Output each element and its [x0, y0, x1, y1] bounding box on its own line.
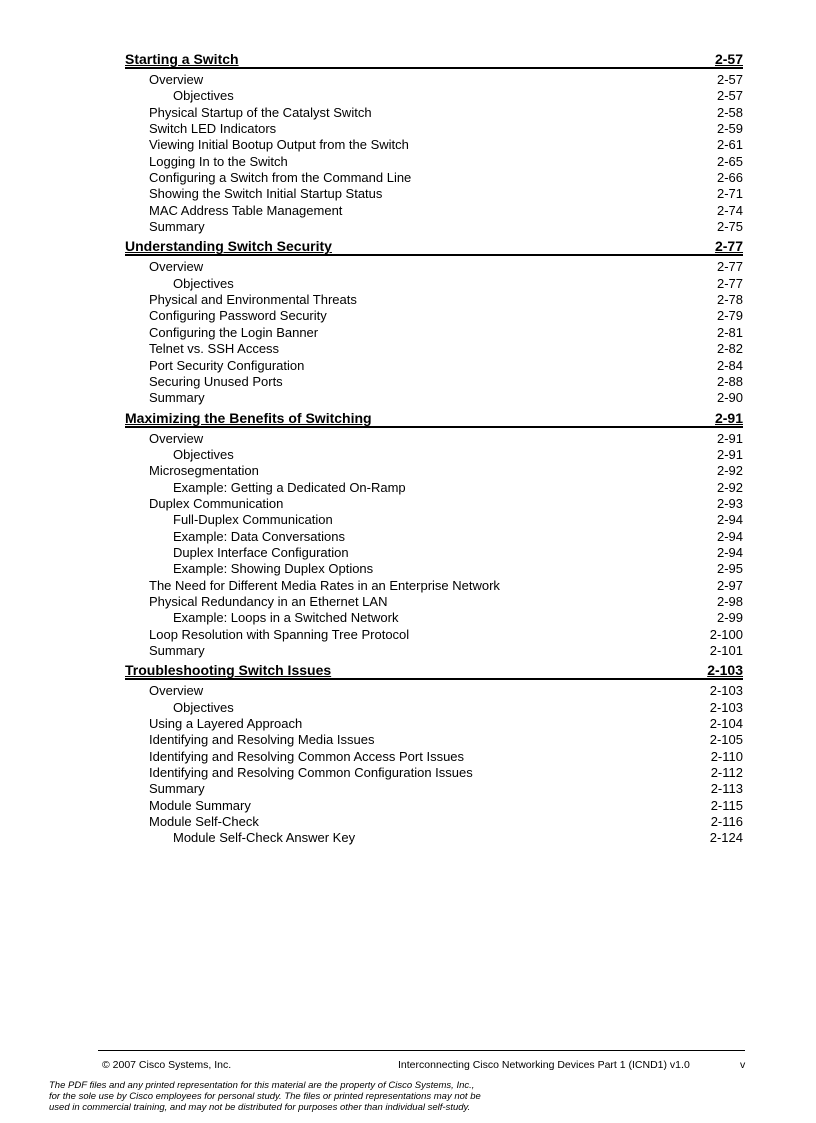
toc-entry[interactable] [125, 545, 743, 561]
toc-entry[interactable] [125, 798, 743, 814]
toc-section-heading[interactable] [125, 663, 743, 680]
toc-entry-page: 2-104 [709, 716, 743, 732]
toc-entry[interactable] [125, 154, 743, 170]
toc-entry-page: 2-94 [716, 512, 743, 528]
toc-entry-title: Summary [149, 781, 205, 797]
toc-entry-title: Configuring Password Security [149, 308, 327, 324]
toc-entry-page: 2-91 [716, 430, 743, 446]
toc-entry-page: 2-78 [716, 292, 743, 308]
toc-entry-page: 2-57 [716, 72, 743, 87]
toc-entry[interactable] [125, 700, 743, 716]
toc-entry-page: 2-94 [716, 528, 743, 544]
footer-course-title: Interconnecting Cisco Networking Devices Part 1 (ICND1) v1.0 [398, 1059, 690, 1071]
toc-entry-title: Summary [149, 219, 205, 235]
toc-entry-page: 2-74 [716, 202, 743, 218]
toc-entry-page: 2-105 [709, 732, 743, 748]
toc-section [125, 663, 743, 846]
toc-entry-title: Duplex Communication [149, 495, 284, 511]
footer-divider [98, 1050, 745, 1051]
toc-entry-title: Summary [149, 390, 205, 406]
toc-entry[interactable] [125, 578, 743, 594]
toc-entry-title: Microsegmentation [149, 463, 259, 479]
toc-entry[interactable] [125, 512, 743, 528]
toc-entry-title: Configuring a Switch from the Command Line [149, 170, 412, 186]
table-of-contents [125, 52, 743, 851]
toc-entry-page: 2-113 [710, 781, 743, 797]
toc-entry-page: 2-101 [709, 643, 743, 658]
toc-entry-title: Physical and Environmental Threats [149, 292, 357, 308]
toc-entry[interactable] [125, 390, 743, 406]
toc-entry[interactable] [125, 170, 743, 186]
toc-entry[interactable] [125, 594, 743, 610]
toc-entry-page: 2-90 [716, 390, 743, 406]
toc-entry[interactable] [125, 561, 743, 577]
toc-section [125, 411, 743, 660]
toc-entry[interactable] [125, 610, 743, 626]
toc-entry-page: 2-95 [716, 561, 743, 577]
toc-entry-page: 2-103 [709, 683, 743, 699]
toc-entry-page: 2-57 [716, 88, 743, 104]
toc-entry-page: 2-91 [716, 446, 743, 462]
toc-entry-title: Logging In to the Switch [149, 153, 288, 169]
toc-entry-title: Objectives [173, 88, 234, 104]
toc-entry-title: Switch LED Indicators [149, 121, 277, 137]
toc-entry-title: Showing the Switch Initial Startup Status [149, 186, 383, 202]
toc-entry-page: 2-61 [716, 137, 743, 153]
toc-entry-title: Example: Data Conversations [173, 528, 345, 544]
toc-entry[interactable] [125, 259, 743, 275]
toc-entry-title: Objectives [173, 699, 234, 715]
section-title: Maximizing the Benefits of Switching [125, 409, 372, 426]
toc-entry[interactable] [125, 431, 743, 447]
toc-entry-page: 2-71 [716, 186, 743, 202]
toc-entry[interactable] [125, 732, 743, 748]
toc-entry-page: 2-97 [716, 577, 743, 593]
section-title: Understanding Switch Security [125, 238, 332, 255]
section-title: Troubleshooting Switch Issues [125, 662, 332, 679]
toc-entry-title: Identifying and Resolving Common Access Port Issues [149, 748, 465, 764]
toc-section-heading[interactable] [125, 52, 743, 69]
toc-entry-page: 2-58 [716, 104, 743, 120]
toc-entry-page: 2-98 [716, 593, 743, 609]
disclaimer [49, 1080, 589, 1113]
toc-entry-title: Module Self-Check Answer Key [173, 830, 356, 846]
footer-page-number: v [740, 1059, 746, 1071]
toc-entry-page: 2-79 [716, 308, 743, 324]
section-page: 2-103 [707, 662, 743, 679]
toc-entry-title: Module Summary [149, 797, 251, 813]
disclaimer-line: The PDF files and any printed representation for this material are the property of Cisco Systems, Inc., [49, 1080, 475, 1091]
toc-entry-title: Example: Getting a Dedicated On-Ramp [173, 479, 406, 495]
toc-entry[interactable] [125, 749, 743, 765]
toc-entry-page: 2-103 [709, 699, 743, 715]
toc-entry[interactable] [125, 121, 743, 137]
toc-entry-title: Physical Redundancy in an Ethernet LAN [149, 593, 388, 609]
toc-entry-title: The Need for Different Media Rates in an Enterprise Network [149, 577, 500, 593]
toc-entry-title: Viewing Initial Bootup Output from the Switch [149, 137, 409, 153]
toc-entry-page: 2-77 [716, 275, 743, 291]
toc-entry-page: 2-75 [716, 219, 743, 235]
toc-entry-title: Duplex Interface Configuration [173, 544, 349, 560]
toc-entry-page: 2-66 [716, 170, 743, 186]
section-page: 2-77 [714, 238, 743, 255]
toc-entry-title: Overview [149, 430, 204, 446]
toc-entry-page: 2-92 [716, 479, 743, 495]
toc-entry-page: 2-59 [716, 121, 743, 137]
disclaimer-line: used in commercial training, and may not be distributed for purposes other than individual self-study. [49, 1102, 471, 1113]
toc-entry[interactable] [125, 72, 743, 88]
toc-entry-page: 2-112 [710, 765, 743, 781]
toc-entry[interactable] [125, 374, 743, 390]
toc-entry-title: Module Self-Check [149, 814, 259, 830]
disclaimer-line: for the sole use by Cisco employees for personal study. The files or printed representations may not be [49, 1091, 481, 1102]
toc-entry-title: Example: Loops in a Switched Network [173, 610, 399, 626]
toc-entry[interactable] [125, 716, 743, 732]
toc-entry-page: 2-92 [716, 463, 743, 479]
toc-entry[interactable] [125, 292, 743, 308]
section-title: Starting a Switch [125, 51, 239, 67]
toc-entry[interactable] [125, 219, 743, 235]
toc-entry[interactable] [125, 765, 743, 781]
toc-entry[interactable] [125, 529, 743, 545]
toc-entry-title: Overview [149, 683, 204, 699]
toc-entry[interactable] [125, 627, 743, 643]
toc-entry-title: Overview [149, 259, 204, 275]
toc-entry-page: 2-77 [716, 259, 743, 275]
section-page: 2-91 [714, 409, 743, 426]
toc-entry[interactable] [125, 88, 743, 104]
toc-entry[interactable] [125, 276, 743, 292]
toc-entry-title: Loop Resolution with Spanning Tree Protocol [149, 626, 410, 642]
toc-entry-page: 2-82 [716, 341, 743, 357]
toc-entry[interactable] [125, 480, 743, 496]
toc-entry-page: 2-88 [716, 373, 743, 389]
toc-entry[interactable] [125, 447, 743, 463]
toc-entry[interactable] [125, 643, 743, 659]
toc-entry[interactable] [125, 781, 743, 797]
toc-entry[interactable] [125, 186, 743, 202]
toc-entry-title: Securing Unused Ports [149, 373, 283, 389]
toc-entry-title: Physical Startup of the Catalyst Switch [149, 104, 372, 120]
toc-entry-page: 2-116 [710, 814, 743, 830]
toc-entry[interactable] [125, 203, 743, 219]
toc-entry-page: 2-99 [716, 610, 743, 626]
toc-entry-title: Identifying and Resolving Media Issues [149, 732, 375, 748]
toc-entry-title: Using a Layered Approach [149, 716, 303, 732]
toc-entry-page: 2-124 [709, 830, 743, 846]
toc-entry-title: Objectives [173, 446, 234, 462]
toc-entry[interactable] [125, 325, 743, 341]
toc-entry-title: Summary [149, 643, 205, 658]
toc-section-heading[interactable] [125, 239, 743, 256]
toc-entry-page: 2-81 [716, 324, 743, 340]
toc-entry-title: Telnet vs. SSH Access [149, 341, 280, 357]
toc-entry[interactable] [125, 830, 743, 846]
toc-section [125, 239, 743, 406]
toc-entry-page: 2-100 [709, 626, 743, 642]
toc-entry-page: 2-84 [716, 357, 743, 373]
toc-entry-title: Port Security Configuration [149, 357, 305, 373]
toc-entry[interactable] [125, 463, 743, 479]
section-page: 2-57 [714, 51, 743, 67]
toc-section-heading[interactable] [125, 411, 743, 428]
toc-entry[interactable] [125, 358, 743, 374]
toc-entry-page: 2-65 [716, 153, 743, 169]
toc-entry-title: Example: Showing Duplex Options [173, 561, 374, 577]
toc-entry[interactable] [125, 683, 743, 699]
toc-entry[interactable] [125, 814, 743, 830]
toc-entry-title: MAC Address Table Management [149, 202, 343, 218]
toc-entry-page: 2-94 [716, 544, 743, 560]
toc-section [125, 52, 743, 235]
toc-entry[interactable] [125, 137, 743, 153]
toc-entry[interactable] [125, 496, 743, 512]
toc-entry-page: 2-115 [710, 797, 743, 813]
toc-entry-title: Overview [149, 72, 204, 87]
footer-copyright: © 2007 Cisco Systems, Inc. [102, 1059, 232, 1071]
toc-entry-title: Objectives [173, 275, 234, 291]
toc-entry-page: 2-110 [710, 748, 743, 764]
toc-entry-title: Identifying and Resolving Common Configuration Issues [149, 765, 473, 781]
toc-entry-title: Configuring the Login Banner [149, 324, 319, 340]
toc-entry[interactable] [125, 105, 743, 121]
toc-entry-title: Full-Duplex Communication [173, 512, 333, 528]
toc-entry[interactable] [125, 308, 743, 324]
toc-entry[interactable] [125, 341, 743, 357]
toc-entry-page: 2-93 [716, 495, 743, 511]
